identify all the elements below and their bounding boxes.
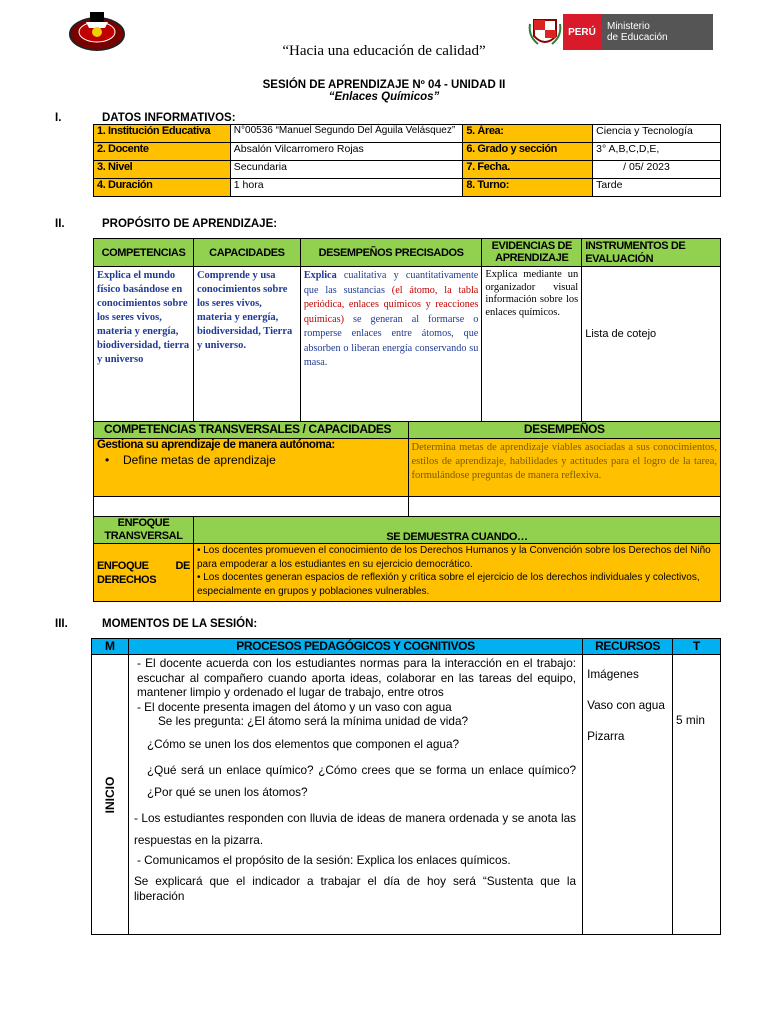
desempeno-highlight: (el átomo, la tabla periódica, enlaces químicos y reacciones químicas): [303, 284, 479, 325]
header-capacidades: CAPACIDADES: [193, 239, 300, 267]
list-item: ¿Qué será un enlace químico? ¿Cómo crees que se forma un enlace químico? ¿Por qué se unen los átomos?: [146, 763, 577, 799]
header-desempenos-transversales: DESEMPEÑOS: [408, 422, 720, 439]
info-label: 5. Área:: [463, 125, 593, 143]
table-row-empty: [94, 497, 721, 517]
info-label: 8. Turno:: [463, 179, 593, 197]
competencia-cell: Explica el mundo físico basándose en conocimientos sobre los seres vivos, materia y energía, biodiversidad, tierra y universo: [94, 267, 194, 422]
table-row: [94, 179, 721, 197]
table-header-row: [92, 639, 721, 655]
list-item: - El docente presenta imagen del átomo y un vaso con agua: [136, 699, 452, 714]
table-row: [94, 161, 721, 179]
moment-label: INICIO: [102, 776, 117, 813]
table-row: [94, 125, 721, 143]
enfoque-name: ENFOQUE DE DERECHOS: [94, 544, 194, 602]
transversal-competencia-cell: [94, 439, 409, 497]
session-title: SESIÓN DE APRENDIZAJE Nº 04 - UNIDAD II: [262, 79, 506, 91]
list-item: - El docente acuerda con los estudiantes normas para la interacción en el trabajo: escuchar al compañero cuando aporta ideas, colaborar en las tareas del equipo, mantener limpio y ordenado el lugar de trabajo, entre otros: [136, 656, 577, 699]
evidencia-cell: Explica mediante un organizador visual información sobre los enlaces químicos.: [482, 267, 582, 422]
desempeno-text-2: se generan al formarse o romperse enlaces entre átomos, que absorben o liberan energía conservando su masa.: [303, 313, 479, 368]
info-value: Secundaria: [230, 161, 463, 179]
peru-flag-label: PERÚ: [563, 14, 601, 50]
empty-cell: [94, 497, 409, 517]
section1-number: I.: [55, 112, 62, 124]
table-row: [94, 267, 721, 422]
info-label: 2. Docente: [94, 143, 231, 161]
info-value: 3° A,B,C,D,E,: [593, 143, 721, 161]
instrumento-cell: Lista de cotejo: [582, 267, 721, 422]
info-value: 1 hora: [230, 179, 463, 197]
info-value: Absalón Vilcarromero Rojas: [230, 143, 463, 161]
table-header-row: [94, 422, 721, 439]
info-value: Ciencia y Tecnología: [593, 125, 721, 143]
motto: “Hacia una educación de calidad”: [282, 43, 486, 59]
desempeno-verb: Explica: [303, 270, 337, 281]
proposito-table: [93, 238, 721, 422]
header-desempenos: DESEMPEÑOS PRECISADOS: [300, 239, 482, 267]
enfoque-table: [93, 516, 721, 602]
table-header-row: [94, 239, 721, 267]
header-instrumentos: INSTRUMENTOS DE EVALUACIÓN: [582, 239, 721, 267]
transversal-capacidad: • Define metas de aprendizaje: [97, 453, 405, 467]
ministry-name-line1: Ministerio: [607, 21, 650, 32]
list-item: - Comunicamos el propósito de la sesión: Explica los enlaces químicos.: [136, 853, 511, 867]
list-item: Se les pregunta: ¿El átomo será la mínima unidad de vida?: [157, 714, 469, 728]
resource-item: Pizarra: [587, 729, 625, 743]
header-m: M: [92, 639, 129, 655]
moment-cell: [92, 655, 129, 935]
resource-item: Imágenes: [587, 667, 639, 681]
transversal-table: [93, 421, 721, 517]
info-label: 6. Grado y sección: [463, 143, 593, 161]
info-label: 1. Institución Educativa: [94, 125, 231, 143]
list-item: Se explicará que el indicador a trabajar el día de hoy será “Sustenta que la liberación: [133, 873, 577, 903]
header-competencias: COMPETENCIAS: [94, 239, 194, 267]
enfoque-point: • Los docentes generan espacios de reflexión y crítica sobre el ejercicio de los derechos individuales y colectivos, especialmente en grupos y poblaciones vulnerables.: [196, 572, 700, 597]
empty-cell: [408, 497, 720, 517]
section2-title: PROPÓSITO DE APRENDIZAJE:: [102, 218, 278, 230]
info-value: N°00536 “Manuel Segundo Del Águila Velásquez”: [230, 125, 463, 143]
section2-number: II.: [55, 218, 65, 230]
header-procesos: PROCESOS PEDAGÓGICOS Y COGNITIVOS: [128, 639, 582, 655]
header-demuestra: SE DEMUESTRA CUANDO…: [193, 517, 720, 544]
info-label: 7. Fecha.: [463, 161, 593, 179]
header-evidencias: EVIDENCIAS DE APRENDIZAJE: [482, 239, 582, 267]
ministry-name-line2: de Educación: [607, 32, 668, 43]
time-cell: 5 min: [673, 655, 721, 935]
desempeno-cell: [300, 267, 482, 422]
transversal-desempeno: Determina metas de aprendizaje viables asociadas a sus conocimientos, estilos de aprendizaje, habilidades y actitudes para el logro de la tarea, formulándose preguntas de manera reflexiva.: [408, 439, 720, 497]
datos-informativos-table: [93, 124, 721, 197]
section3-title: MOMENTOS DE LA SESIÓN:: [102, 618, 258, 630]
session-subtitle: “Enlaces Químicos”: [328, 91, 440, 103]
section1-title: DATOS INFORMATIVOS:: [102, 112, 236, 124]
header-t: T: [673, 639, 721, 655]
header-recursos: RECURSOS: [583, 639, 673, 655]
info-label: 4. Duración: [94, 179, 231, 197]
info-value: / 05/ 2023: [593, 161, 721, 179]
enfoque-points: [193, 544, 720, 602]
transversal-competencia: Gestiona su aprendizaje de manera autónoma:: [97, 439, 335, 451]
section3-number: III.: [55, 618, 68, 630]
procesos-cell: [128, 655, 582, 935]
list-item: - Los estudiantes responden con lluvia de ideas de manera ordenada y se anota las respuestas en la pizarra.: [133, 811, 577, 847]
table-row: [94, 439, 721, 497]
table-header-row: [94, 517, 721, 544]
recursos-cell: [583, 655, 673, 935]
momentos-table: [91, 638, 721, 935]
capacidad-cell: Comprende y usa conocimientos sobre los seres vivos, materia y energía, biodiversidad, Tierra y universo.: [193, 267, 300, 422]
desempeno-text-1: cualitativa y cuantitativamente que las sustancias: [303, 270, 479, 296]
info-label: 3. Nivel: [94, 161, 231, 179]
info-value: Tarde: [593, 179, 721, 197]
header-competencias-transversales: COMPETENCIAS TRANSVERSALES / CAPACIDADES: [94, 422, 409, 439]
table-row: [92, 655, 721, 935]
list-item: ¿Cómo se unen los dos elementos que componen el agua?: [146, 736, 460, 751]
table-row: [94, 143, 721, 161]
table-row: [94, 544, 721, 602]
resource-item: Vaso con agua: [587, 698, 665, 712]
enfoque-point: • Los docentes promueven el conocimiento de los Derechos Humanos y la Convención sobre los Derechos del Niño para empoderar a los estudiantes en su ejercicio democrático.: [196, 545, 711, 570]
header-enfoque: ENFOQUE TRANSVERSAL: [94, 517, 194, 544]
